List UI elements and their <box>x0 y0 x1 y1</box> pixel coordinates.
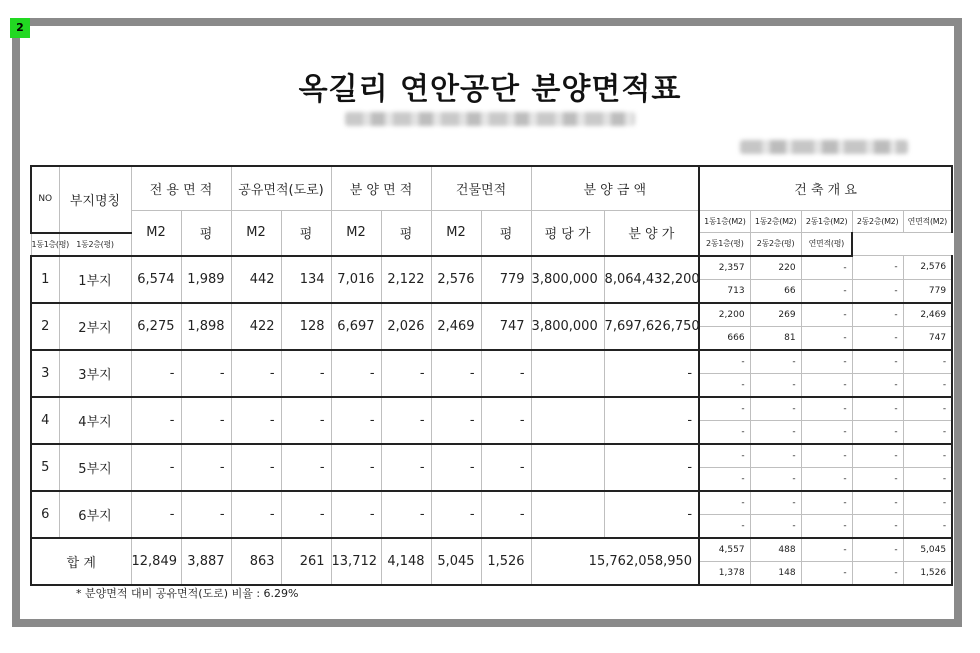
cell-sa-pyeong: - <box>381 491 431 538</box>
header-unit-price: 평 당 가 <box>531 211 604 256</box>
cell-overview-m2: 220 <box>750 256 801 280</box>
cell-overview-m2: 2,469 <box>903 303 952 327</box>
cell-overview-pyeong: - <box>699 467 750 491</box>
cell-sh-m2: - <box>231 350 281 397</box>
cell-overview-m2: - <box>852 538 903 562</box>
cell-overview-pyeong: - <box>699 514 750 538</box>
cell-overview-pyeong: 81 <box>750 326 801 350</box>
cell-sa-pyeong: 2,122 <box>381 256 431 303</box>
cell-overview-m2: - <box>801 538 852 562</box>
cell-overview-pyeong: - <box>852 467 903 491</box>
cell-unit-price: 3,800,000 <box>531 256 604 303</box>
cell-overview-m2: - <box>903 397 952 421</box>
cell-overview-pyeong: - <box>852 561 903 585</box>
cell-overview-m2: - <box>903 444 952 468</box>
cell-overview-pyeong: 1,378 <box>699 561 750 585</box>
cell-overview-pyeong: 148 <box>750 561 801 585</box>
cell-sale-price: - <box>604 491 699 538</box>
cell-overview-pyeong: - <box>852 326 903 350</box>
header-overview-pyeong: 연면적(평) <box>801 233 852 256</box>
cell-ex-pyeong: - <box>181 397 231 444</box>
redacted-subtitle <box>345 112 635 126</box>
cell-overview-m2: - <box>852 303 903 327</box>
cell-sa-m2: 6,697 <box>331 303 381 350</box>
cell-overview-m2: 488 <box>750 538 801 562</box>
cell-overview-pyeong: - <box>852 373 903 397</box>
cell-total-price: 15,762,058,950 <box>531 538 699 585</box>
cell-sale-price: - <box>604 397 699 444</box>
cell-sh-pyeong: 134 <box>281 256 331 303</box>
header-exclusive: 전 용 면 적 <box>131 166 231 211</box>
row-no: 5 <box>31 444 59 491</box>
cell-ex-pyeong: 1,989 <box>181 256 231 303</box>
cell-sa-pyeong: - <box>381 444 431 491</box>
cell-overview-pyeong: - <box>801 561 852 585</box>
cell-b-m2: - <box>431 350 481 397</box>
cell-overview-m2: - <box>852 397 903 421</box>
cell-overview-pyeong: - <box>801 467 852 491</box>
header-overview-pyeong: 1동2층(평) <box>59 233 131 256</box>
cell-overview-pyeong: - <box>801 279 852 303</box>
cell-b-m2: - <box>431 397 481 444</box>
cell-sh-pyeong: 128 <box>281 303 331 350</box>
cell-overview-pyeong: 666 <box>699 326 750 350</box>
cell-ex-pyeong: - <box>181 444 231 491</box>
cell-sh-m2: - <box>231 491 281 538</box>
header-overview-m2: 2동2층(M2) <box>852 211 903 233</box>
cell-overview-m2: - <box>801 350 852 374</box>
cell-overview-pyeong: - <box>903 373 952 397</box>
row-no: 4 <box>31 397 59 444</box>
cell-overview-pyeong: - <box>801 420 852 444</box>
cell-overview-pyeong: - <box>852 514 903 538</box>
header-name: 부지명칭 <box>59 166 131 233</box>
row-no: 2 <box>31 303 59 350</box>
cell-sale-price: 8,064,432,200 <box>604 256 699 303</box>
document-title: 옥길리 연안공단 분양면적표 <box>298 72 682 107</box>
header-sh-pyeong: 평 <box>281 211 331 256</box>
header-sale-price: 분 양 가 <box>604 211 699 256</box>
cell-overview-m2: - <box>750 350 801 374</box>
cell-sa-m2: - <box>331 397 381 444</box>
cell-sh-pyeong: 261 <box>281 538 331 585</box>
cell-overview-m2: - <box>699 350 750 374</box>
cell-b-m2: 5,045 <box>431 538 481 585</box>
cell-ex-pyeong: - <box>181 491 231 538</box>
cell-overview-pyeong: 713 <box>699 279 750 303</box>
cell-overview-m2: - <box>903 350 952 374</box>
cell-sh-m2: 863 <box>231 538 281 585</box>
cell-overview-m2: - <box>852 256 903 280</box>
total-label: 합 계 <box>31 538 131 585</box>
cell-sa-pyeong: 4,148 <box>381 538 431 585</box>
page-number-badge: 2 <box>10 18 30 38</box>
cell-b-pyeong: 747 <box>481 303 531 350</box>
redacted-date <box>740 140 908 154</box>
cell-overview-pyeong: - <box>699 420 750 444</box>
header-building: 건물면적 <box>431 166 531 211</box>
cell-ex-m2: - <box>131 397 181 444</box>
cell-overview-m2: - <box>801 397 852 421</box>
header-overview-m2: 2동1층(M2) <box>801 211 852 233</box>
cell-overview-pyeong: 747 <box>903 326 952 350</box>
cell-overview-m2: - <box>801 444 852 468</box>
cell-overview-m2: - <box>903 491 952 515</box>
cell-sh-pyeong: - <box>281 350 331 397</box>
header-overview: 건 축 개 요 <box>699 166 952 211</box>
header-overview-pyeong: 1동1층(평) <box>31 233 59 256</box>
header-overview-pyeong: 2동2층(평) <box>750 233 801 256</box>
cell-overview-m2: 5,045 <box>903 538 952 562</box>
cell-ex-pyeong: 3,887 <box>181 538 231 585</box>
header-b-m2: M2 <box>431 211 481 256</box>
cell-overview-pyeong: - <box>801 514 852 538</box>
cell-ex-m2: - <box>131 350 181 397</box>
cell-b-m2: 2,469 <box>431 303 481 350</box>
cell-overview-pyeong: - <box>903 420 952 444</box>
row-no: 6 <box>31 491 59 538</box>
cell-sa-m2: 13,712 <box>331 538 381 585</box>
cell-unit-price <box>531 491 604 538</box>
cell-overview-m2: - <box>750 397 801 421</box>
header-ex-m2: M2 <box>131 211 181 256</box>
cell-overview-pyeong: - <box>852 279 903 303</box>
cell-ex-m2: 6,574 <box>131 256 181 303</box>
cell-b-m2: - <box>431 444 481 491</box>
cell-sh-pyeong: - <box>281 397 331 444</box>
cell-overview-pyeong: - <box>903 467 952 491</box>
cell-ex-m2: 12,849 <box>131 538 181 585</box>
cell-unit-price <box>531 444 604 491</box>
row-name: 5부지 <box>59 444 131 491</box>
row-name: 1부지 <box>59 256 131 303</box>
row-no: 3 <box>31 350 59 397</box>
cell-sale-price: - <box>604 350 699 397</box>
ratio-note: * 분양면적 대비 공유면적(도로) 비율 : 6.29% <box>76 587 299 600</box>
cell-ex-pyeong: 1,898 <box>181 303 231 350</box>
cell-sa-m2: - <box>331 444 381 491</box>
cell-unit-price: 3,800,000 <box>531 303 604 350</box>
header-no: NO <box>31 166 59 233</box>
header-sa-pyeong: 평 <box>381 211 431 256</box>
header-sale-area: 분 양 면 적 <box>331 166 431 211</box>
cell-b-pyeong: - <box>481 397 531 444</box>
header-sh-m2: M2 <box>231 211 281 256</box>
cell-overview-m2: - <box>699 491 750 515</box>
cell-sa-m2: - <box>331 350 381 397</box>
row-name: 4부지 <box>59 397 131 444</box>
cell-sh-m2: - <box>231 444 281 491</box>
cell-b-pyeong: - <box>481 444 531 491</box>
cell-ex-m2: 6,275 <box>131 303 181 350</box>
cell-overview-m2: - <box>750 444 801 468</box>
row-name: 3부지 <box>59 350 131 397</box>
cell-sa-pyeong: - <box>381 397 431 444</box>
cell-sale-price: 7,697,626,750 <box>604 303 699 350</box>
header-overview-pyeong: 2동1층(평) <box>699 233 750 256</box>
cell-overview-m2: - <box>852 444 903 468</box>
area-table <box>30 165 953 586</box>
cell-b-m2: 2,576 <box>431 256 481 303</box>
cell-unit-price <box>531 397 604 444</box>
header-ex-pyeong: 평 <box>181 211 231 256</box>
cell-b-pyeong: - <box>481 350 531 397</box>
cell-overview-m2: 2,200 <box>699 303 750 327</box>
cell-b-pyeong: - <box>481 491 531 538</box>
row-name: 6부지 <box>59 491 131 538</box>
cell-overview-m2: - <box>801 303 852 327</box>
cell-sa-pyeong: 2,026 <box>381 303 431 350</box>
cell-overview-pyeong: - <box>801 373 852 397</box>
cell-sh-pyeong: - <box>281 491 331 538</box>
cell-sa-m2: 7,016 <box>331 256 381 303</box>
cell-overview-m2: 4,557 <box>699 538 750 562</box>
cell-overview-pyeong: - <box>801 326 852 350</box>
cell-overview-pyeong: - <box>750 420 801 444</box>
cell-overview-pyeong: - <box>903 514 952 538</box>
header-overview-m2: 연면적(M2) <box>903 211 952 233</box>
cell-overview-m2: - <box>852 350 903 374</box>
cell-overview-pyeong: - <box>699 373 750 397</box>
cell-b-pyeong: 1,526 <box>481 538 531 585</box>
header-overview-m2: 1동1층(M2) <box>699 211 750 233</box>
cell-ex-m2: - <box>131 491 181 538</box>
cell-overview-pyeong: - <box>852 420 903 444</box>
header-sa-m2: M2 <box>331 211 381 256</box>
cell-b-pyeong: 779 <box>481 256 531 303</box>
cell-unit-price <box>531 350 604 397</box>
cell-overview-m2: - <box>801 256 852 280</box>
cell-sh-pyeong: - <box>281 444 331 491</box>
header-shared: 공유면적(도로) <box>231 166 331 211</box>
row-no: 1 <box>31 256 59 303</box>
header-overview-m2: 1동2층(M2) <box>750 211 801 233</box>
cell-overview-pyeong: - <box>750 514 801 538</box>
cell-overview-m2: 2,357 <box>699 256 750 280</box>
cell-overview-pyeong: - <box>750 373 801 397</box>
cell-sa-pyeong: - <box>381 350 431 397</box>
cell-sale-price: - <box>604 444 699 491</box>
cell-overview-pyeong: 1,526 <box>903 561 952 585</box>
header-sale-amount: 분 양 금 액 <box>531 166 699 211</box>
cell-sh-m2: 422 <box>231 303 281 350</box>
cell-ex-m2: - <box>131 444 181 491</box>
cell-overview-pyeong: 66 <box>750 279 801 303</box>
cell-overview-m2: - <box>852 491 903 515</box>
cell-overview-m2: 269 <box>750 303 801 327</box>
cell-sh-m2: - <box>231 397 281 444</box>
cell-overview-pyeong: - <box>750 467 801 491</box>
cell-overview-m2: - <box>801 491 852 515</box>
cell-overview-m2: - <box>699 397 750 421</box>
cell-overview-m2: 2,576 <box>903 256 952 280</box>
cell-overview-m2: - <box>750 491 801 515</box>
cell-overview-pyeong: 779 <box>903 279 952 303</box>
row-name: 2부지 <box>59 303 131 350</box>
header-b-pyeong: 평 <box>481 211 531 256</box>
cell-ex-pyeong: - <box>181 350 231 397</box>
cell-sh-m2: 442 <box>231 256 281 303</box>
cell-overview-m2: - <box>699 444 750 468</box>
cell-b-m2: - <box>431 491 481 538</box>
cell-sa-m2: - <box>331 491 381 538</box>
